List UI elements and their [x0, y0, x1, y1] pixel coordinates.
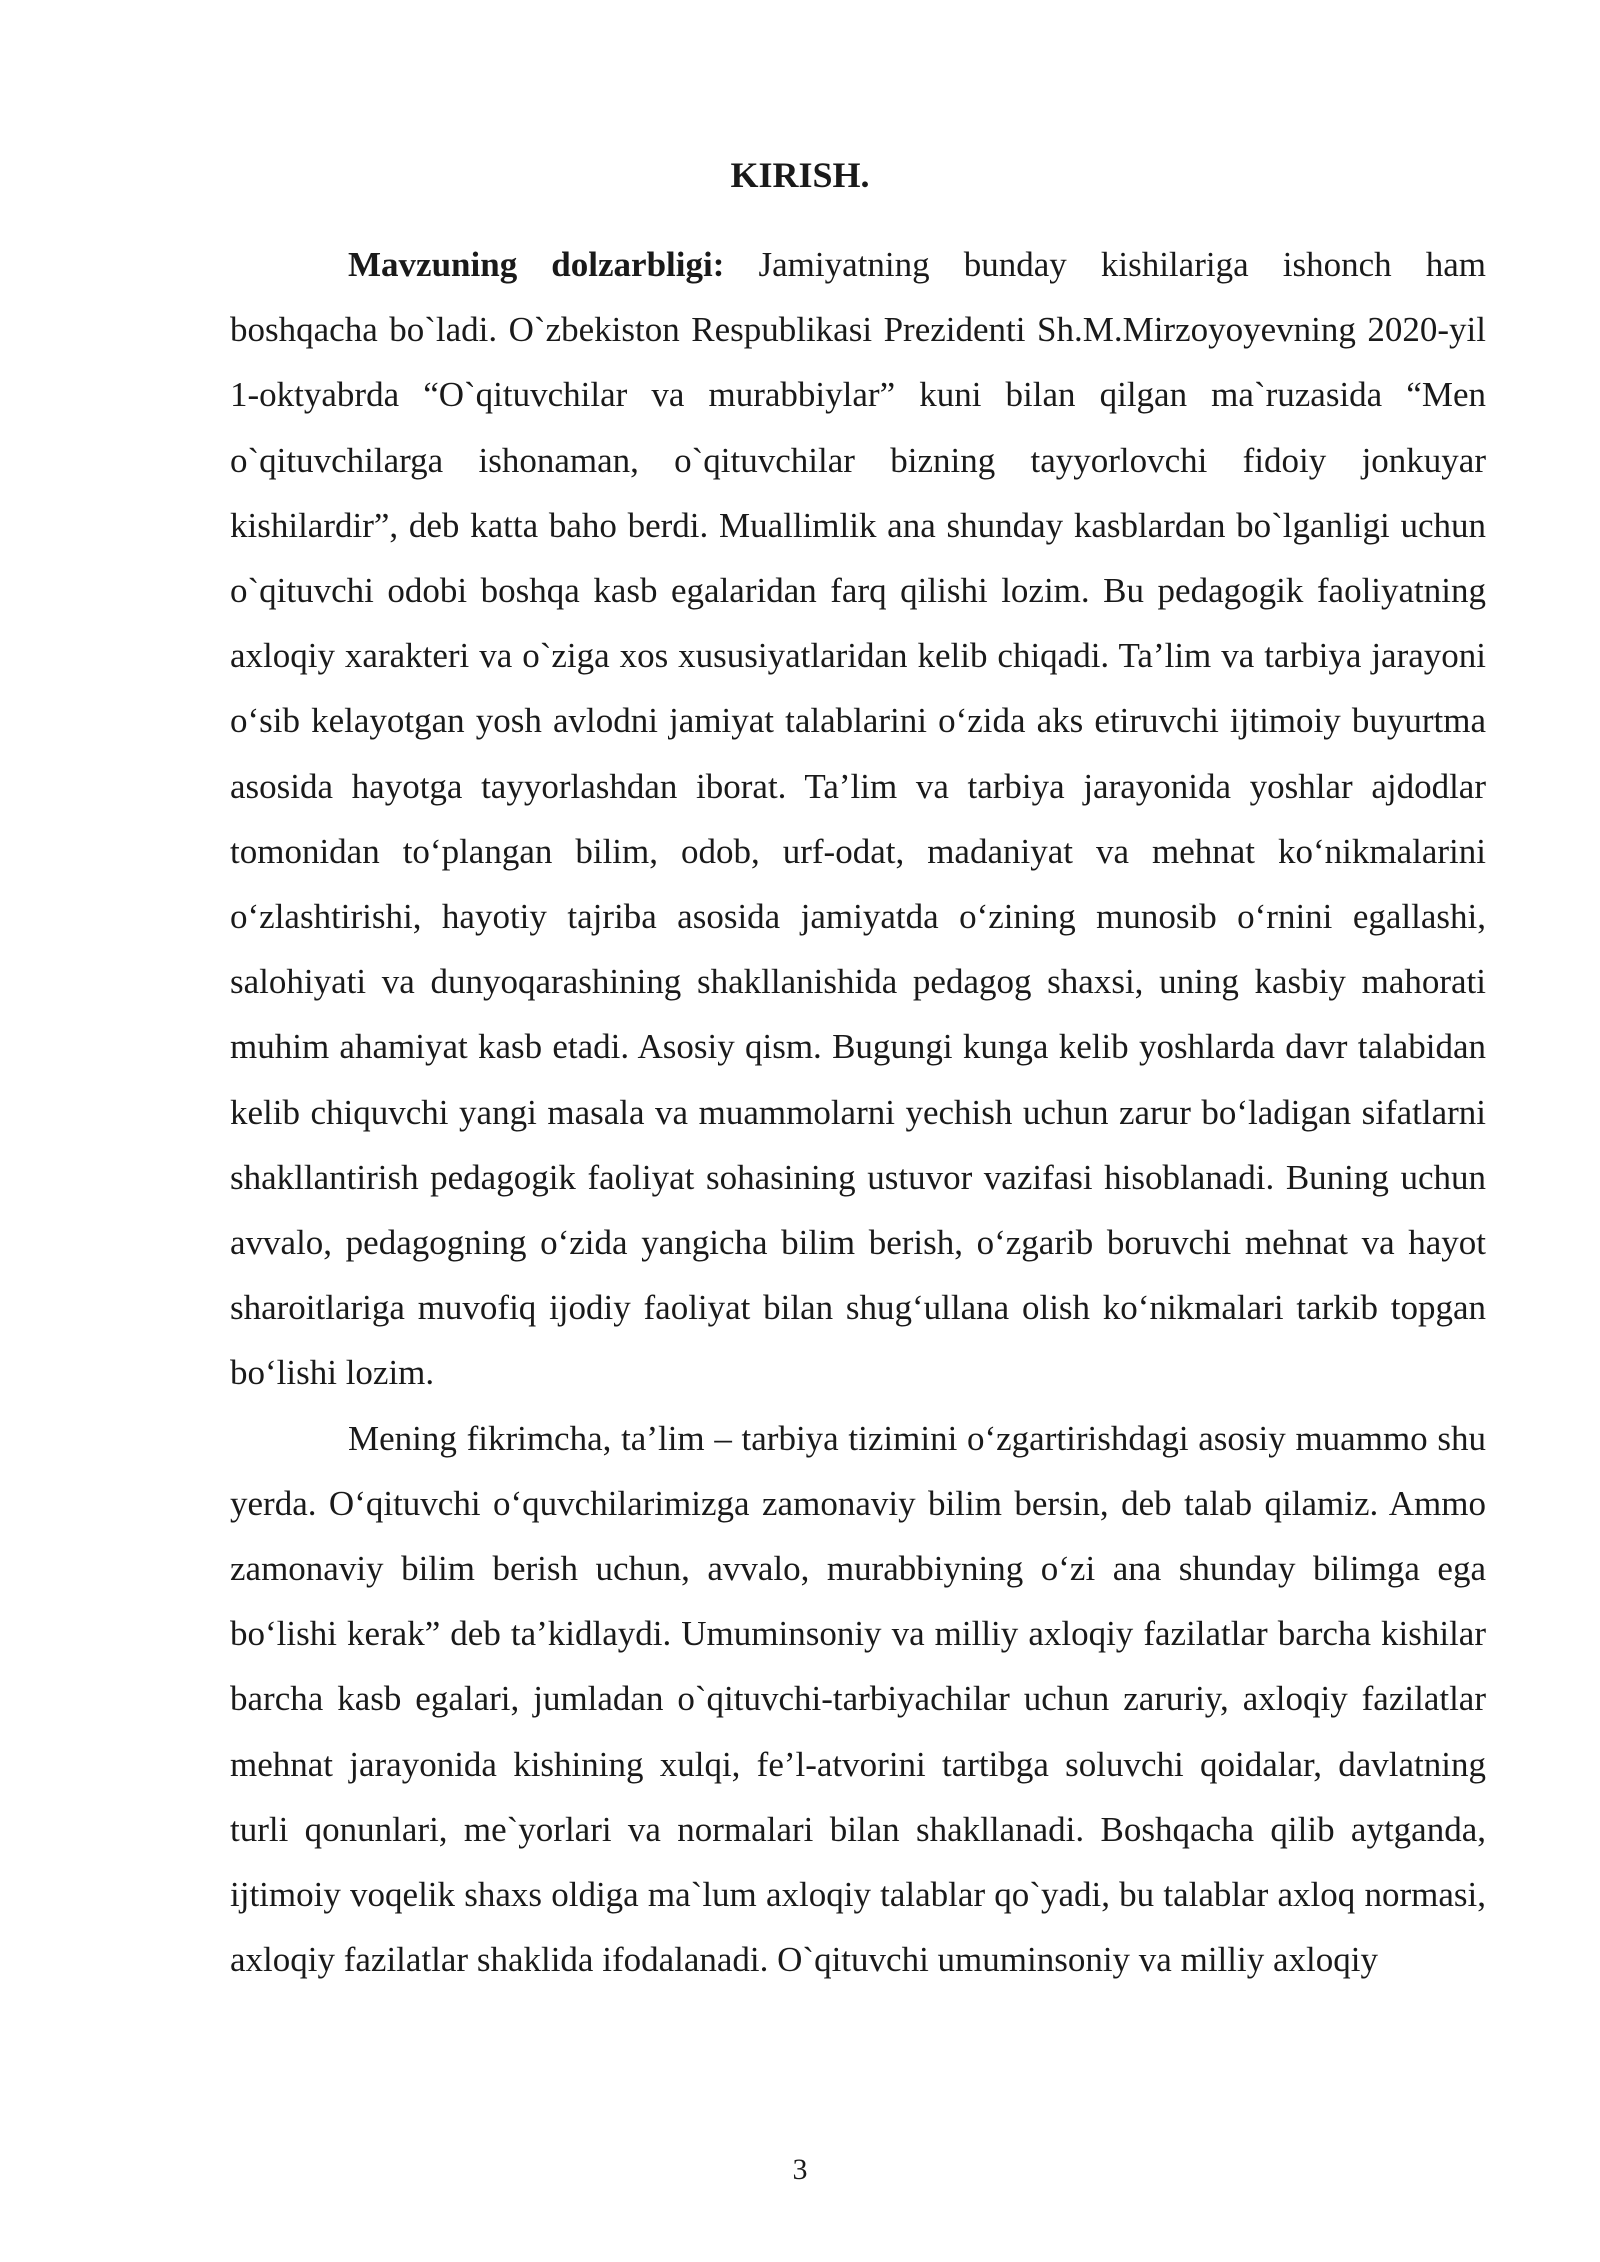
paragraph-2-text: Mening fikrimcha, ta’lim – tarbiya tizimini o‘zgartirishdagi asosiy muammo shu yerda. O‘qituvchi o‘quvchilarimizga zamonaviy bilim bersin, deb talab qilamiz. Ammo zamonaviy bilim berish uchun, avvalo, murabbiyning o‘zi ana shunday bilimga ega bo‘lishi kerak” deb ta’kidlaydi. Umuminsoniy va milliy axloqiy fazilatlar barcha kishilar barcha kasb egalari, jumladan o`qituvchi-tarbiyachilar uchun zaruriy, axloqiy fazilatlar mehnat jarayonida kishining xulqi, fe’l-atvorini tartibga soluvchi qoidalar, davlatning turli qonunlari, me`yorlari va normalari bilan shakllanadi. Boshqacha qilib aytganda, ijtimoiy voqelik shaxs oldiga ma`lum axloqiy talablar qo`yadi, bu talablar axloq normasi, axloqiy fazilatlar shaklida ifodalanadi. O`qituvchi umuminsoniy va milliy axloqiy [230, 1418, 1486, 1980]
paragraph-2 [230, 1406, 1486, 1993]
paragraph-1-lead: Mavzuning dolzarbligi: [348, 245, 725, 284]
body-text [230, 232, 1486, 1992]
page-title: KIRISH. [730, 155, 870, 195]
page-number: 3 [792, 2153, 808, 2186]
paragraph-1-text: Jamiyatning bunday kishilariga ishonch ham boshqacha bo`ladi. O`zbekiston Respublikasi Prezidenti Sh.M.Mirzoyoyevning 2020-yil 1-oktyabrda “O`qituvchilar va murabbiylar” kuni bilan qilgan ma`ruzasida “Men o`qituvchilarga ishonaman, o`qituvchilar bizning tayyorlovchi fidoiy jonkuyar kishilardir”, deb katta baho berdi. Muallimlik ana shunday kasblardan bo`lganligi uchun o`qituvchi odobi boshqa kasb egalaridan farq qilishi lozim. Bu pedagogik faoliyatning axloqiy xarakteri va o`ziga xos xususiyatlaridan kelib chiqadi. Ta’lim va tarbiya jarayoni o‘sib kelayotgan yosh avlodni jamiyat talablarini o‘zida aks etiruvchi ijtimoiy buyurtma asosida hayotga tayyorlashdan iborat. Ta’lim va tarbiya jarayonida yoshlar ajdodlar tomonidan to‘plangan bilim, odob, urf-odat, madaniyat va mehnat ko‘nikmalarini o‘zlashtirishi, hayotiy tajriba asosida jamiyatda o‘zining munosib o‘rnini egallashi, salohiyati va dunyoqarashining shakllanishida pedagog shaxsi, uning kasbiy mahorati muhim ahamiyat kasb etadi. Asosiy qism. Bugungi kunga kelib yoshlarda davr talabidan kelib chiquvchi yangi masala va muammolarni yechish uchun zarur bo‘ladigan sifatlarni shakllantirish pedagogik faoliyat sohasining ustuvor vazifasi hisoblanadi. Buning uchun avvalo, pedagogning o‘zida yangicha bilim berish, o‘zgarib boruvchi mehnat va hayot sharoitlariga muvofiq ijodiy faoliyat bilan shug‘ullana olish ko‘nikmalari tarkib topgan bo‘lishi lozim. [230, 245, 1486, 1393]
paragraph-1 [230, 232, 1486, 1406]
